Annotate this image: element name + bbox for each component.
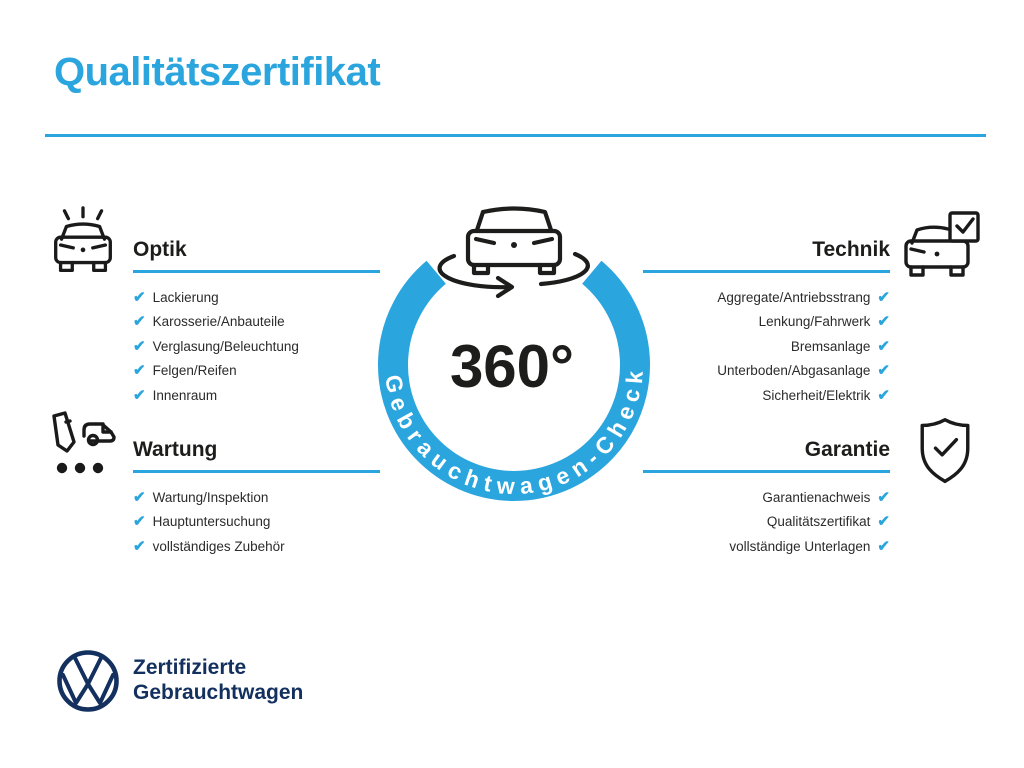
- checklist-item-label: Karosserie/Anbauteile: [152, 314, 285, 330]
- checklist-item-label: Bremsanlage: [790, 338, 871, 354]
- badge-value: 360°: [449, 333, 575, 400]
- checklist-item-label: Qualitätszertifikat: [766, 514, 871, 530]
- check-icon: ✔: [133, 337, 146, 355]
- vw-logo: [56, 649, 120, 718]
- section-title: Optik: [133, 238, 187, 261]
- check-icon: ✔: [133, 313, 146, 331]
- car-checkbox-icon: [900, 205, 986, 287]
- section-wartung: [133, 437, 380, 559]
- check-icon: ✔: [133, 362, 146, 380]
- brand-claim-line1: Zertifizierte: [133, 656, 247, 679]
- checklist-item-label: Garantienachweis: [762, 489, 871, 505]
- check-icon: ✔: [133, 288, 146, 306]
- title-rule: [45, 134, 986, 137]
- checklist-item-label: Verglasung/Beleuchtung: [152, 338, 299, 354]
- check-icon: ✔: [133, 488, 146, 506]
- section-title: Technik: [812, 238, 890, 261]
- checklist: [133, 273, 380, 408]
- service-pencil-car-icon: [40, 406, 122, 484]
- check-icon: ✔: [133, 386, 146, 404]
- section-optik: [133, 237, 380, 408]
- checklist-item-label: Unterboden/Abgasanlage: [717, 363, 871, 379]
- 360-check-badge: [344, 195, 684, 525]
- section-title: Garantie: [804, 438, 890, 461]
- shiny-car-icon: [44, 206, 122, 284]
- checklist-item-label: Wartung/Inspektion: [152, 489, 269, 505]
- checklist-item-label: Lenkung/Fahrwerk: [758, 314, 871, 330]
- checklist: [133, 473, 380, 559]
- check-icon: ✔: [877, 386, 890, 404]
- section-title: Wartung: [133, 438, 218, 461]
- check-icon: ✔: [877, 337, 890, 355]
- checklist-item-label: Lackierung: [152, 289, 219, 305]
- checklist-item: [133, 510, 380, 535]
- checklist-item: [133, 285, 380, 310]
- brand-claim-line2: Gebrauchtwagen: [133, 681, 304, 704]
- check-icon: ✔: [877, 537, 890, 555]
- checklist-item-label: vollständiges Zubehör: [152, 538, 285, 554]
- checklist-item-label: vollständige Unterlagen: [729, 538, 871, 554]
- checklist-item: [133, 485, 380, 510]
- checklist-item: [643, 534, 890, 559]
- check-icon: ✔: [133, 537, 146, 555]
- checklist-item: [133, 383, 380, 408]
- check-icon: ✔: [877, 513, 890, 531]
- check-icon: ✔: [877, 362, 890, 380]
- check-icon: ✔: [877, 313, 890, 331]
- checklist-item-label: Innenraum: [152, 387, 218, 403]
- checklist-item-label: Hauptuntersuchung: [152, 514, 271, 530]
- checklist-item: [133, 310, 380, 335]
- checklist-item: [133, 334, 380, 359]
- ring-label-text: Gebrauchtwagen-Check: [380, 363, 649, 500]
- car-360-rotation-icon: [440, 209, 588, 297]
- page-title: Qualitätszertifikat: [54, 50, 381, 94]
- checklist-item-label: Aggregate/Antriebsstrang: [717, 289, 871, 305]
- checklist-item-label: Felgen/Reifen: [152, 363, 237, 379]
- check-icon: ✔: [133, 513, 146, 531]
- check-icon: ✔: [877, 288, 890, 306]
- checklist-item: [133, 534, 380, 559]
- checklist-item-label: Sicherheit/Elektrik: [762, 387, 871, 403]
- check-icon: ✔: [877, 488, 890, 506]
- brand-claim: [133, 655, 303, 705]
- shield-check-icon: [908, 411, 982, 493]
- checklist-item: [133, 359, 380, 384]
